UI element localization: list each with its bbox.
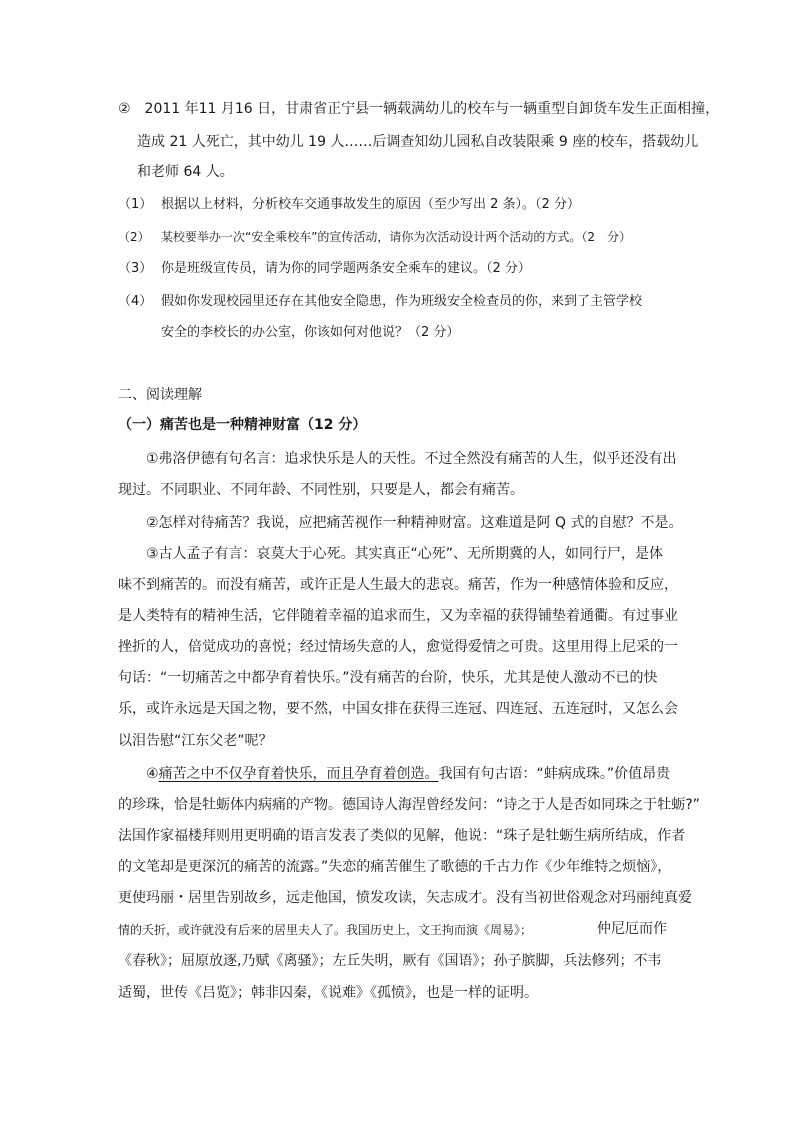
paragraph-4-first-line-rest: 我国有句古语：“蚌病成珠。”价值昂贵 bbox=[438, 766, 671, 782]
subquestion-3-number: （3） bbox=[118, 261, 153, 276]
paragraph-3-line: 味不到痛苦的。而没有痛苦，或许正是人生最大的悲哀。痛苦，作为一种感情体验和反应， bbox=[118, 577, 678, 593]
subquestion-1-text: 根据以上材料，分析校车交通事故发生的原因（至少写出 2 条）。（2 分） bbox=[161, 197, 580, 212]
paragraph-4-line-right: 仲尼厄而作 bbox=[597, 921, 667, 937]
paragraph-3-line: 以泪告慰“江东父老”呢？ bbox=[118, 733, 273, 749]
subquestion-4-number: （4） bbox=[118, 294, 153, 309]
paragraph-3-line: 句话：“一切痛苦之中都孕育着快乐。”没有痛苦的台阶，快乐，尤其是使人激动不已的快 bbox=[118, 670, 658, 686]
subquestion-3-text: 你是班级宣传员，请为你的同学题两条安全乘车的建议。（2 分） bbox=[161, 261, 531, 276]
subquestion-4-text: 假如你发现校园里还存在其他安全隐患，作为班级安全检查员的你，来到了主管学校 bbox=[161, 294, 643, 309]
paragraph-2-line: ②怎样对待痛苦？我说，应把痛苦视作一种精神财富。这难道是阿 Q 式的自慰？不是。 bbox=[146, 515, 683, 531]
paragraph-4-marker: ④ bbox=[146, 766, 159, 782]
section-title: 二、阅读理解 bbox=[118, 387, 202, 403]
subquestion-4-continuation: 安全的李校长的办公室，你该如何对他说？（2 分） bbox=[161, 325, 460, 340]
subquestion-2-number: （2） bbox=[118, 230, 150, 244]
paragraph-4-line: 更使玛丽・居里告别故乡，远走他国，愤发攻读，矢志成才。没有当初世俗观念对玛丽纯真爱 bbox=[118, 890, 692, 906]
article-title: （一）痛苦也是一种精神财富（12 分） bbox=[118, 417, 367, 433]
subquestion-2-text: 某校要举办一次“安全乘校车”的宣传活动，请你为次活动设计两个活动的方式。（2 分） bbox=[161, 230, 632, 244]
question-2-line2: 造成 21 人死亡，其中幼儿 19 人……后调查知幼儿园私自改装限乘 9 座的校车，搭载幼儿 bbox=[137, 134, 699, 150]
paragraph-1-line: ①弗洛伊德有句名言：追求快乐是人的天性。不过全然没有痛苦的人生，似乎还没有出 bbox=[146, 451, 677, 467]
paragraph-3-line: 挫折的人，倍觉成功的喜悦；经过情场失意的人，愈觉得爱情之可贵。这里用得上尼采的一 bbox=[118, 639, 678, 655]
paragraph-4-first-line bbox=[146, 767, 670, 781]
question-2-line3: 和老师 64 人。 bbox=[137, 164, 234, 180]
paragraph-4-underlined-sentence: 痛苦之中不仅孕育着快乐，而且孕育着创造。 bbox=[158, 766, 439, 782]
question-2-line1: ② 2011 年11 月16 日，甘肃省正宁县一辆载满幼儿的校车与一辆重型自卸货车发生正面相撞， bbox=[118, 101, 720, 117]
paragraph-4-line: 《春秋》；屈原放逐,乃赋《离骚》；左丘失明，厥有《国语》；孙子膑脚，兵法修列；不韦 bbox=[118, 953, 662, 969]
paragraph-4-line: 的文笔却是更深沉的痛苦的流露。”失恋的痛苦催生了歌德的千古力作《少年维特之烦恼》， bbox=[118, 859, 672, 875]
paragraph-1-line: 现过。不同职业、不同年龄、不同性别，只要是人，都会有痛苦。 bbox=[118, 482, 524, 498]
paragraph-3-line: 是人类特有的精神生活，它伴随着幸福的追求而生，又为幸福的获得铺垫着通衢。有过事业 bbox=[118, 608, 678, 624]
paragraph-4-line: 适蜀，世传《吕览》；韩非囚秦，《说难》《孤愤》，也是一样的证明。 bbox=[118, 985, 538, 1001]
paragraph-4-line: 情的夭折，或许就没有后来的居里夫人了。我国历史上，文王拘而演《周易》； bbox=[118, 923, 533, 937]
paragraph-4-line: 的珍珠，恰是牡蛎体内病痛的产物。德国诗人海涅曾经发问：“诗之于人是否如同珠之于牡蛎?” bbox=[118, 797, 700, 813]
subquestion-1-number: （1） bbox=[118, 197, 153, 212]
paragraph-3-line: 乐，或许永远是天国之物，要不然，中国女排在获得三连冠、四连冠、五连冠时，又怎么会 bbox=[118, 701, 678, 717]
paragraph-4-line: 法国作家福楼拜则用更明确的语言发表了类似的见解，他说：“珠子是牡蛎生病所结成，作者 bbox=[118, 828, 686, 844]
paragraph-3-line: ③古人孟子有言：哀莫大于心死。其实真正“心死”、无所期冀的人，如同行尸，是体 bbox=[146, 546, 664, 562]
